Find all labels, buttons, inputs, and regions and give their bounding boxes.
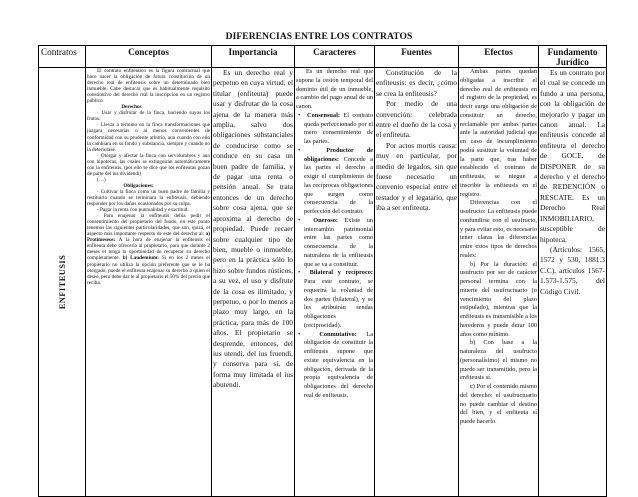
header-fuentes: Fuentes xyxy=(375,46,459,68)
cell-caracteres xyxy=(295,68,375,497)
fundamento-articles: (Artículos: 1565, 1572 y 530, 1881.3 C.C), artículos 1567-1.573-1.575, del Código Civil. xyxy=(540,244,605,296)
derechos-heading: Derechos xyxy=(121,104,142,111)
bullet-icon: • xyxy=(298,216,301,224)
fuentes-text: Por medio de una convención: celebrada entre el dueño de la cosa y el enfiteuta. xyxy=(376,99,457,140)
header-row xyxy=(39,46,607,68)
derecho-item: · Usar y disfrutar de la finca, haciendo suyos los frutos. xyxy=(87,110,210,123)
efectos-text: c) Por el contenido mismo del derecho: el usufructuario no puede cambiar el destino del bien, y el enfiteuta sí puede hacerlo. xyxy=(460,383,537,425)
list-item: • Bilateral y recíproco: Para este contrato, se requerirá la voluntad de dos partes (bilateral), y se les atribuirán sendas obligaciones (reciprocidad). xyxy=(298,269,373,329)
row-label: ENFITEUSIS xyxy=(57,254,67,310)
list-item: • Consensual: El contrato queda perfeccionado por el mero consentimiento de las partes. xyxy=(298,111,373,145)
header-contratos: Contratos xyxy=(39,46,86,68)
list-item: • Conmutativo: La obligación de constituir la enfiteusis supone que existe equivalencia en la obligación, derivada de la propia equivalencia de obligaciones del derecho real de enfiteusis. xyxy=(298,330,373,399)
header-efectos: Efectos xyxy=(459,46,539,68)
conceptos-intro: El contrato enfitéutico es la figura contractual que hace nacer la obligación de futura constitución de un derecho real de enfiteusis sobre un determinado bien inmueble. Cabe destacar que es habitualmente requisito constitutivo del derecho real la inscripción en un registro público. xyxy=(87,68,210,105)
efectos-text: Diferencias con el usufructo: La enfiteusis puede confundirse con el usufructo, y para evitar esto, es necesario tener claras las diferencias entre estos tipos de derechos reales: xyxy=(460,199,537,259)
table-row-enfiteusis xyxy=(39,68,607,497)
importancia-text: Es un derecho real y perpetuo en cuya virtud, el titular (enfiteuta) puede usar y disfrutar de la cosa ajena de la manera más amplia, salvo dos obligaciones substanciales de conducirse como se conduce en su casa un buen padre de familia, y de pagar una renta o pensión anual. Se trata entonces de un derecho sobre cosa ajena, que se aproxima al derecho de propiedad. Puede recaer sobre cualquier tipo de bien, mueble o inmueble, pero en la práctica sólo lo hizo sobre fundos rústicos, a su vez, el uso y disfrute de la cosa es ilimitado, y perpetuo, o por lo menos a plazo muy largo, en la práctica, para más de 100 años. El propietario se desprende, entonces, del ius utendi, del ius fruendi, y conserva para sí, de forma muy limitada el ius abutendi. xyxy=(213,68,293,390)
page-title: DIFERENCIAS ENTRE LOS CONTRATOS xyxy=(225,32,413,42)
obligacion-item: · Pagar la renta con puntualidad y exactitud. xyxy=(97,207,189,214)
derecho-ellipsis: (…) xyxy=(97,176,106,183)
efectos-text: b) Por la duración: el usufructo por ser de carácter personal termina con la muerte del usufructuario (o vencimiento del plazo estipulado), mientras que la enfiteusis es transmisible a los herederos y puede durar 100 años como mínimo. xyxy=(460,260,537,338)
obligacion-item: · Cultivar la finca como un buen padre de familia y restituirla cuando se terminara la enfiteusis, debiendo responder por los daños ocasionados por su culpa. xyxy=(87,188,210,208)
caracteres-intro: Es un derecho real que supone la cesión temporal del dominio útil de un inmueble, a cambio del pago anual de un canon. xyxy=(296,68,373,110)
cell-efectos xyxy=(459,68,539,497)
cell-fuentes xyxy=(375,68,459,497)
efectos-text: b) Con base a la naturaleza del usufructo (personalísimo) el mismo no puede ser transmitido, pero la enfiteusis sí. xyxy=(460,339,537,382)
list-item: • Oneroso: Existe un intercambio patrimonial entre las partes como consecuencia de la naturaleza de la enfiteusis que se va a constituir. xyxy=(298,216,373,268)
derecho-item: · Otorgar y afectar la finca con servidumbres y aun con hipotecas, las cuales se extinguirán automáticamente con la enfiteusis. (por ello se dice que los enfiteutas gozan de parte del ius dividendi) xyxy=(87,152,210,177)
bullet-icon: • xyxy=(298,269,301,277)
header-importancia: Importancia xyxy=(212,46,295,68)
fuentes-text: Por actos mortis causa: muy en particular, por medio de legados, sin que fuese necesario un convenio especial entre el testador y el legatario, que iba a ser enfiteuta. xyxy=(376,140,457,213)
header-caracteres: Caracteres xyxy=(295,46,375,68)
cell-importancia xyxy=(212,68,295,497)
bullet-icon: • xyxy=(298,330,301,338)
obligacion-item: · Para enajenar la enfiteusis debía pedir el consentimiento del propietario del fundo, en este punto tenemos las siguientes particularidades, que son, quizá, el aspecto más importante respecto de este del derecho al: a) Protimeseos: A la hora de enajenar la enfiteusis el enfiteuta debe ofrecerla al propietario, para que durante 2 meses el tenga la oportunidad de recuperar su derecho completamente. b) Laudemium: Si en los 2 meses el propietario no utiliza la opción preferente que se le ha otorgado, puede el enfiteuta enajenar su derecho a quien el desee, pero debe dar le al propietario el 50% del precio que reciba. xyxy=(87,213,211,286)
header-fundamento: Fundamento Jurídico xyxy=(539,46,607,68)
obligaciones-heading: Obligaciones: xyxy=(123,182,154,189)
derecho-item: · Llevar a término en la finca transformaciones que juzgara necesarias o al menos convenientes de conformidad con su prudente arbitrio, aun cuando con ello la cambiara en su fondo y substancia, siempre y cuando no la deteriorase. xyxy=(87,122,210,153)
cell-fundamento xyxy=(539,68,607,497)
cell-conceptos xyxy=(86,68,212,497)
fundamento-text: Es un contrato por el cual se concede un fundo a una persona, con la obligación de mejorarlo y pagar un canon anual. La enfiteusis concede al enfiteuta el derecho de GOCE, de DISPONER de su derecho y el derecho de REDENCIÓN o RESCATE. Es un Derecho Real INMOBILIARIO, susceptible de hipoteca. xyxy=(540,68,605,244)
bullet-icon: • xyxy=(298,146,301,154)
fuentes-text: Constitución de la enfiteusis: es decir, ¿cómo se crea la enfiteusis? xyxy=(376,68,457,98)
comparison-table xyxy=(38,45,607,497)
row-label-cell xyxy=(39,68,86,497)
bullet-icon: • xyxy=(298,111,301,119)
list-item: • Productor de obligaciones: Concede a las partes el derecho a exigir el cumplimiento de las recíprocas obligaciones que surgen como consecuencia de la perfección del contrato. xyxy=(298,146,373,215)
header-conceptos: Conceptos xyxy=(86,46,212,68)
efectos-text: Ambas partes quedan obligadas a inscribir el derecho real de enfiteusis en el registro de la propiedad, es decir surge una obligación de constituir un derecho, reclamable por ambas partes ante la autoridad judicial que en caso de incumplimiento podrá sustituir la voluntad de la parte que, tras haber establecido el contrato de enfiteusis, se niegue a inscribir la enfiteusis en el registro. xyxy=(460,68,537,198)
